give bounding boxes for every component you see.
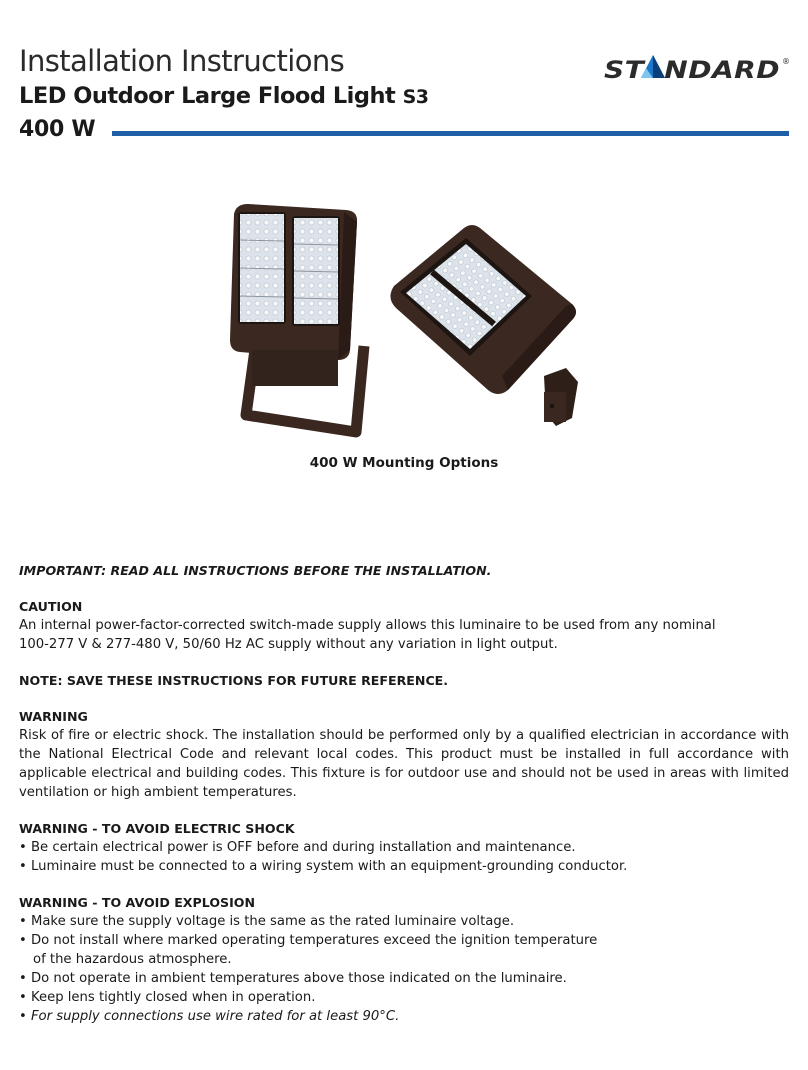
explosion-warning-heading: WARNING - TO AVOID EXPLOSION [19,895,256,910]
caution-heading: CAUTION [19,599,83,614]
explosion-bullet-3: • Do not operate in ambient temperatures above those indicated on the luminaire. [19,971,567,986]
shock-bullet-2: • Luminaire must be connected to a wiring system with an equipment-grounding conductor. [19,859,628,874]
flood-light-arm-mount [390,225,578,426]
wattage-heading: 400 W [19,117,96,142]
brand-logo [602,52,790,84]
product-name: LED Outdoor Large Flood Light [19,83,396,109]
caution-line-2: 100-277 V & 277-480 V, 50/60 Hz AC supply without any variation in light output. [19,637,558,652]
explosion-bullet-4: • Keep lens tightly closed when in operation. [19,990,316,1005]
svg-text:STANDARD: ST NDARD [604,56,764,84]
product-model: S3 [402,86,429,108]
warning-heading: WARNING [19,709,88,724]
important-notice: IMPORTANT: READ ALL INSTRUCTIONS BEFORE THE INSTALLATION. [19,563,492,578]
explosion-bullet-2-continued: of the hazardous atmosphere. [33,952,232,967]
warning-text: Risk of fire or electric shock. The installation should be performed only by a qualified electrician in accordance with the National Electrical Code and relevant local codes. This product must be installed in full accordance with applicable electrical and building codes. This fixture is for outdoor use and should not be used in areas with limited ventilation or high ambient temperatures. [19,728,789,800]
product-title [19,83,429,109]
flood-light-yoke-mount [230,204,364,432]
product-illustration [226,200,596,440]
shock-warning-heading: WARNING - TO AVOID ELECTRIC SHOCK [19,821,295,836]
explosion-bullet-1: • Make sure the supply voltage is the same as the rated luminaire voltage. [19,914,515,929]
explosion-bullet-5: • For supply connections use wire rated for at least 90°C. [19,1009,400,1024]
doc-title: Installation Instructions [19,44,345,78]
figure-caption: 400 W Mounting Options [309,455,499,471]
registered-mark: ® [782,57,790,66]
shock-bullet-1: • Be certain electrical power is OFF before and during installation and maintenance. [19,840,576,855]
explosion-bullet-2: • Do not install where marked operating temperatures exceed the ignition temperature [19,933,598,948]
caution-line-1: An internal power-factor-corrected switch-made supply allows this luminaire to be used from any nominal [19,618,716,633]
save-instructions-note: NOTE: SAVE THESE INSTRUCTIONS FOR FUTURE REFERENCE. [19,673,449,688]
header-rule [112,131,789,136]
instructions-body [19,561,789,1026]
